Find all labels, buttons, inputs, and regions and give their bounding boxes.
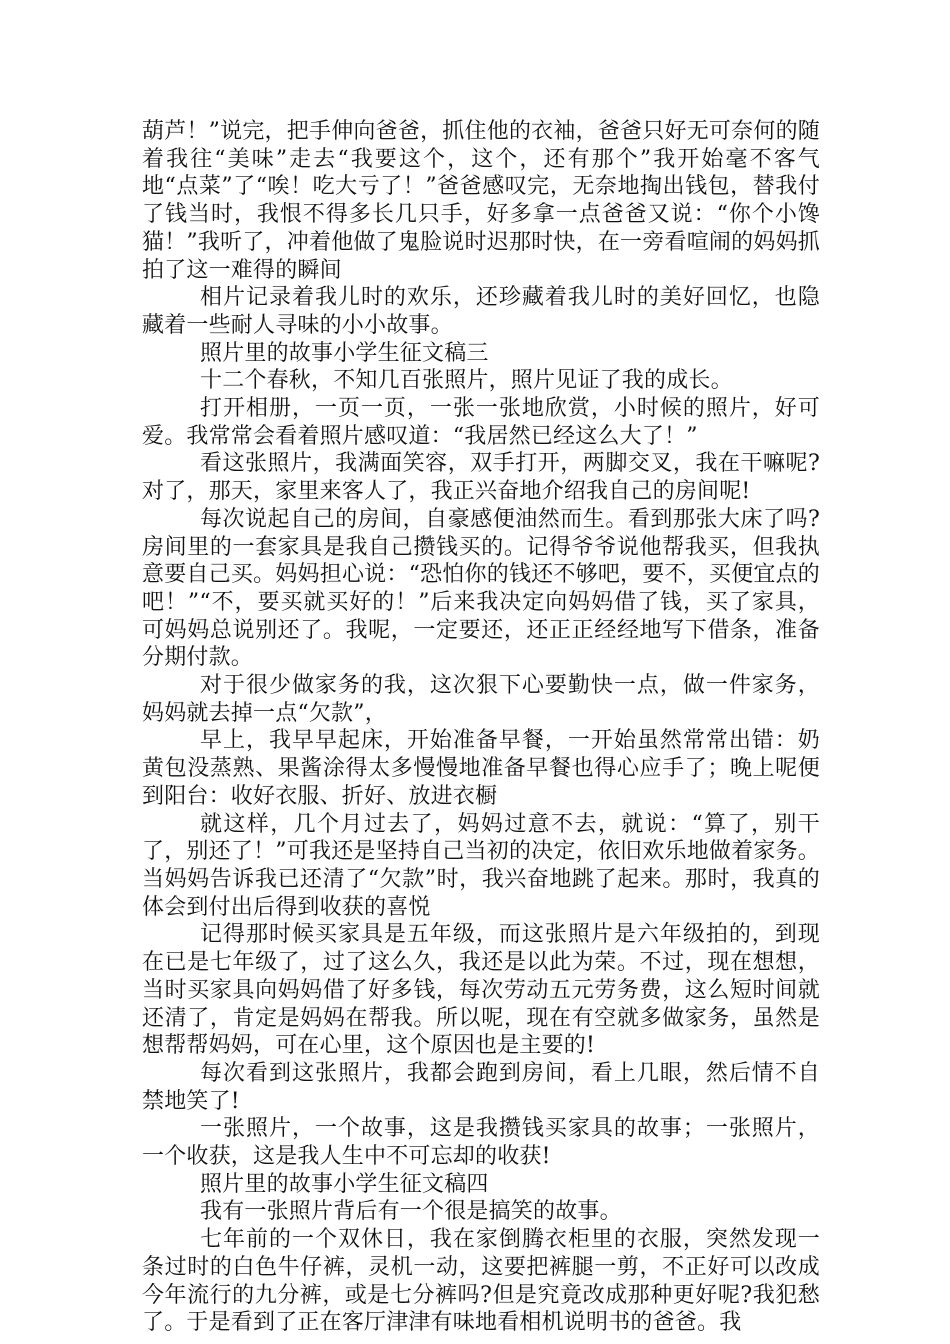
paragraph-continuation: 葫芦！”说完，把手伸向爸爸，抓住他的衣袖，爸爸只好无可奈何的随着我往“美味”走去“我要这个，这个，还有那个”我开始毫不客气地“点菜”了“唉！吃大亏了！”爸爸感叹完，无奈地掏出钱包，替我付了钱当时，我恨不得多长几只手，好多拿一点爸爸又说：“你个小馋猫！”我听了，冲着他做了鬼脸说时迟那时快，在一旁看喧闹的妈妈抓拍了这一难得的瞬间 xyxy=(142,119,820,283)
paragraph: 每次看到这张照片，我都会跑到房间，看上几眼，然后情不自禁地笑了! xyxy=(142,1060,820,1114)
paragraph: 早上，我早早起床，开始准备早餐，一开始虽然常常出错：奶黄包没蒸熟、果酱涂得太多慢慢地准备早餐也得心应手了；晚上呢便到阳台：收好衣服、折好、放进衣橱 xyxy=(142,728,820,809)
section-heading: 照片里的故事小学生征文稿四 xyxy=(200,1171,489,1197)
paragraph: 对于很少做家务的我，这次狠下心要勤快一点，做一件家务，妈妈就去掉一点“欠款”， xyxy=(142,673,820,726)
paragraph: 我有一张照片背后有一个很是搞笑的故事。 xyxy=(200,1199,622,1225)
paragraph: 打开相册，一页一页，一张一张地欣赏，小时候的照片，好可爱。我常常会看着照片感叹道：“我居然已经这么大了！” xyxy=(142,396,820,449)
paragraph: 看这张照片，我满面笑容，双手打开，两脚交叉，我在干嘛呢?对了，那天，家里来客人了，我正兴奋地介绍我自己的房间呢! xyxy=(142,451,820,505)
paragraph: 十二个春秋，不知几百张照片，照片见证了我的成长。 xyxy=(200,368,733,394)
section-heading: 照片里的故事小学生征文稿三 xyxy=(200,340,489,366)
paragraph: 七年前的一个双休日，我在家倒腾衣柜里的衣服，突然发现一条过时的白色牛仔裤，灵机一动，这要把裤腿一剪，不正好可以改成今年流行的九分裤，或是七分裤吗?但是究竟改成那种更好呢?我犯愁了。于是看到了正在客厅津津有味地看相机说明书的爸爸。我 xyxy=(142,1227,820,1336)
paragraph: 记得那时候买家具是五年级，而这张照片是六年级拍的，到现在已是七年级了，过了这么久，我还是以此为荣。不过，现在想想，当时买家具向妈妈借了好多钱，每次劳动五元劳务费，这么短时间就还清了，肯定是妈妈在帮我。所以呢，现在有空就多做家务，虽然是想帮帮妈妈，可在心里，这个原因也是主要的! xyxy=(142,922,820,1059)
paragraph: 相片记录着我儿时的欢乐，还珍藏着我儿时的美好回忆，也隐藏着一些耐人寻味的小小故事。 xyxy=(142,285,820,338)
paragraph: 就这样，几个月过去了，妈妈过意不去，就说：“算了，别干了，别还了！”可我还是坚持自己当初的决定，依旧欢乐地做着家务。当妈妈告诉我已还清了“欠款”时，我兴奋地跳了起来。那时，我真的体会到付出后得到收获的喜悦 xyxy=(142,811,820,920)
paragraph: 一张照片，一个故事，这是我攒钱买家具的故事；一张照片，一个收获，这是我人生中不可忘却的收获! xyxy=(142,1116,820,1170)
document-page xyxy=(142,118,820,1337)
paragraph: 每次说起自己的房间，自豪感便油然而生。看到那张大床了吗?房间里的一套家具是我自己攒钱买的。记得爷爷说他帮我买，但我执意要自己买。妈妈担心说：“恐怕你的钱还不够吧，要不，买便宜点的吧！”“不，要买就买好的！”后来我决定向妈妈借了钱，买了家具，可妈妈总说别还了。我呢，一定要还，还正正经经地写下借条，准备分期付款。 xyxy=(142,506,820,671)
